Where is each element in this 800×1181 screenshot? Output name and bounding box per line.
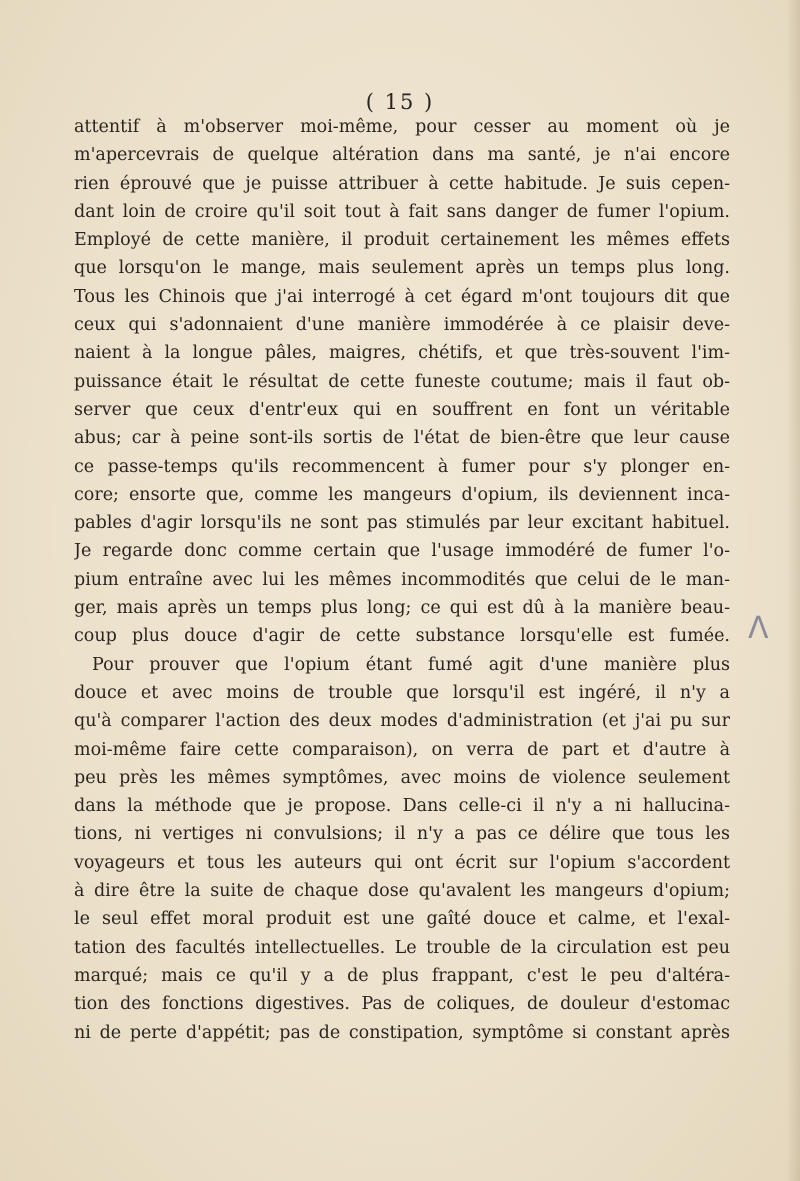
text-line: ni de perte d'appétit; pas de constipation, symptôme si constant après — [74, 1022, 730, 1043]
text-line: puissance était le résultat de cette funeste coutume; mais il faut ob- — [74, 371, 730, 392]
text-line: pables d'agir lorsqu'ils ne sont pas stimulés par leur excitant habituel. — [74, 513, 730, 534]
text-line: dans la méthode que je propose. Dans celle-ci il n'y a ni hallucina- — [74, 796, 730, 817]
text-line: abus; car à peine sont-ils sortis de l'état de bien-être que leur cause — [74, 428, 730, 449]
text-line: moi-même faire cette comparaison), on verra de part et d'autre à — [74, 739, 730, 760]
text-line: coup plus douce d'agir de cette substance lorsqu'elle est fumée. — [74, 626, 730, 647]
text-line: rien éprouvé que je puisse attribuer à cette habitude. Je suis cepen- — [74, 173, 730, 194]
body-text — [74, 113, 730, 1047]
text-line: core; ensorte que, comme les mangeurs d'opium, ils deviennent inca- — [74, 484, 730, 505]
text-line: à dire être la suite de chaque dose qu'avalent les mangeurs d'opium; — [74, 881, 730, 902]
page-number: ( 15 ) — [365, 90, 435, 114]
text-line: ger, mais après un temps plus long; ce qui est dû à la manière beau- — [74, 598, 730, 619]
text-line: Tous les Chinois que j'ai interrogé à cet égard m'ont toujours dit que — [74, 286, 730, 307]
text-line: peu près les mêmes symptômes, avec moins de violence seulement — [74, 767, 730, 788]
text-line: Employé de cette manière, il produit certainement les mêmes effets — [74, 230, 730, 251]
text-line: m'apercevrais de quelque altération dans ma santé, je n'ai encore — [74, 145, 730, 166]
text-line: ceux qui s'adonnaient d'une manière immodérée à ce plaisir deve- — [74, 315, 730, 336]
text-line: qu'à comparer l'action des deux modes d'administration (et j'ai pu sur — [74, 711, 730, 732]
text-line: voyageurs et tous les auteurs qui ont écrit sur l'opium s'accordent — [74, 852, 730, 873]
text-line: tion des fonctions digestives. Pas de coliques, de douleur d'estomac — [74, 994, 730, 1015]
text-line: tation des facultés intellectuelles. Le trouble de la circulation est peu — [74, 937, 730, 958]
text-line: dant loin de croire qu'il soit tout à fait sans danger de fumer l'opium. — [74, 201, 730, 222]
text-line: Je regarde donc comme certain que l'usage immodéré de fumer l'o- — [74, 541, 730, 562]
text-line: que lorsqu'on le mange, mais seulement après un temps plus long. — [74, 258, 730, 279]
text-line: naient à la longue pâles, maigres, chétifs, et que très-souvent l'im- — [74, 343, 730, 364]
text-line: ce passe-temps qu'ils recommencent à fumer pour s'y plonger en- — [74, 456, 730, 477]
text-line: server que ceux d'entr'eux qui en souffrent en font un véritable — [74, 399, 730, 420]
text-line: le seul effet moral produit est une gaîté douce et calme, et l'exal- — [74, 909, 730, 930]
page-edge-shadow — [786, 0, 800, 1181]
text-line: douce et avec moins de trouble que lorsqu'il est ingéré, il n'y a — [74, 682, 730, 703]
text-line: marqué; mais ce qu'il y a de plus frappant, c'est le peu d'altéra- — [74, 965, 730, 986]
text-line: tions, ni vertiges ni convulsions; il n'y a pas ce délire que tous les — [74, 824, 730, 845]
text-line: attentif à m'observer moi-même, pour cesser au moment où je — [74, 117, 730, 137]
text-line: pium entraîne avec lui les mêmes incommodités que celui de le man- — [74, 569, 730, 590]
paragraph-first-line: Pour prouver que l'opium étant fumé agit d'une manière plus — [92, 654, 730, 675]
margin-pencil-mark: Λ — [748, 611, 769, 646]
